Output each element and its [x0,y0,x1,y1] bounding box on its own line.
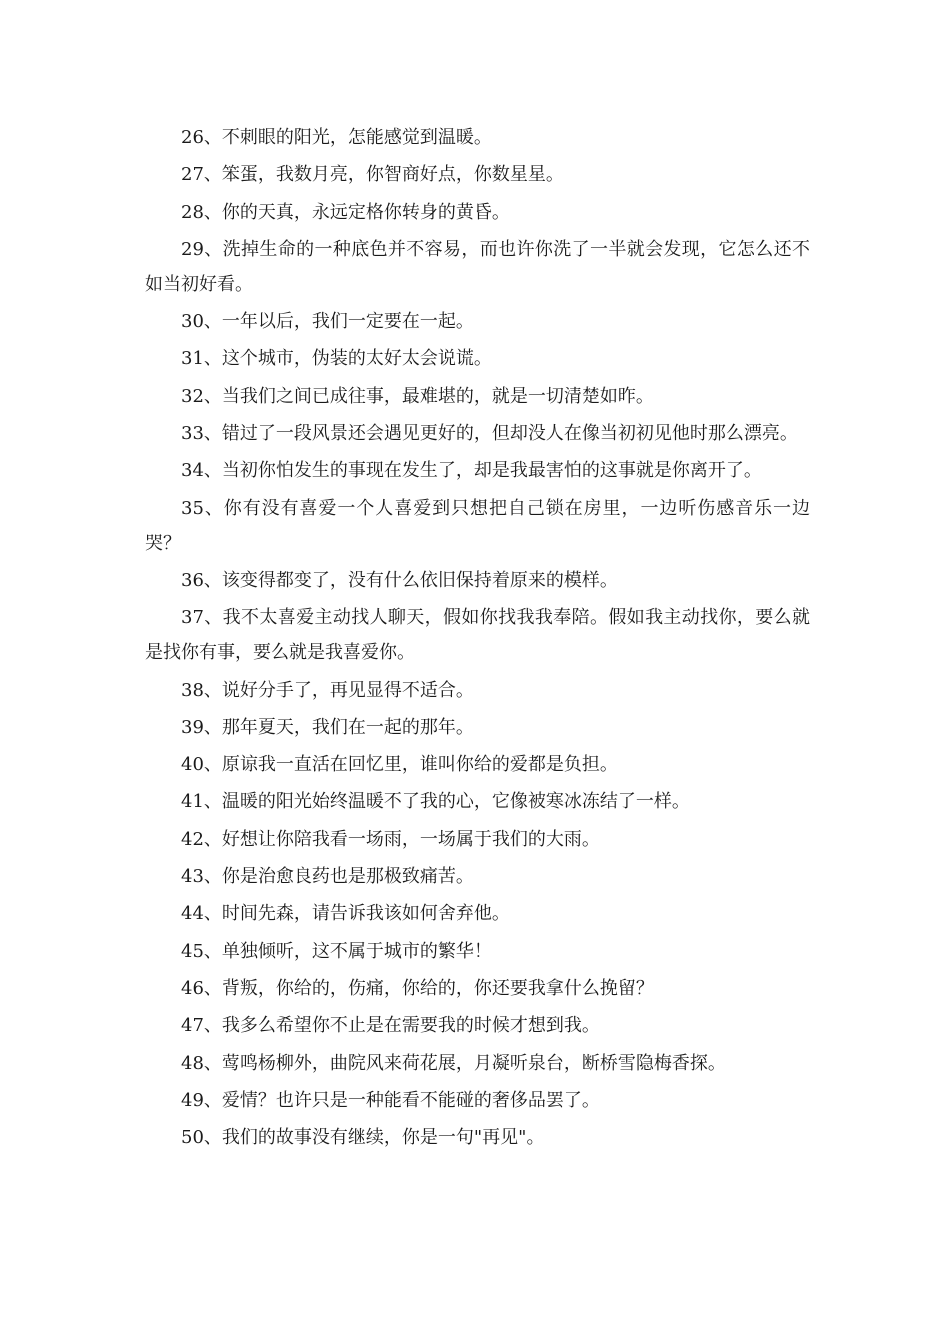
paragraph-43: 43、你是治愈良药也是那极致痛苦。 [181,866,474,888]
paragraph-27: 27、笨蛋，我数月亮，你智商好点，你数星星。 [181,164,564,186]
paragraph-33: 33、错过了一段风景还会遇见更好的，但却没人在像当初初见他时那么漂亮。 [181,423,798,445]
paragraph-32: 32、当我们之间已成往事，最难堪的，就是一切清楚如昨。 [181,385,654,407]
paragraph-40: 40、原谅我一直活在回忆里，谁叫你给的爱都是负担。 [181,754,618,776]
paragraph-37: 37、我不太喜爱主动找人聊天，假如你找我我奉陪。假如我主动找你，要么就是找你有事，要么就是我喜爱你。 [145,607,810,664]
paragraph-29: 29、洗掉生命的一种底色并不容易，而也许你洗了一半就会发现，它怎么还不如当初好看。 [145,238,810,295]
paragraph-47: 47、我多么希望你不止是在需要我的时候才想到我。 [181,1015,600,1037]
paragraph-38: 38、说好分手了，再见显得不适合。 [181,679,474,701]
paragraph-42: 42、好想让你陪我看一场雨，一场属于我们的大雨。 [181,828,600,850]
paragraph-34: 34、当初你怕发生的事现在发生了，却是我最害怕的这事就是你离开了。 [181,460,762,482]
paragraph-26: 26、不刺眼的阳光，怎能感觉到温暖。 [181,127,492,148]
paragraph-46: 46、背叛，你给的，伤痛，你给的，你还要我拿什么挽留？ [181,977,654,999]
paragraph-36: 36、该变得都变了，没有什么依旧保持着原来的模样。 [181,569,618,591]
paragraph-49: 49、爱情？也许只是一种能看不能碰的奢侈品罢了。 [181,1089,600,1111]
paragraph-48: 48、莺鸣杨柳外，曲院风来荷花展，月凝听泉台，断桥雪隐梅香探。 [181,1052,726,1074]
paragraph-39: 39、那年夏天，我们在一起的那年。 [181,716,474,738]
paragraph-30: 30、一年以后，我们一定要在一起。 [181,311,474,333]
paragraph-45: 45、单独倾听，这不属于城市的繁华！ [181,940,492,962]
paragraph-31: 31、这个城市，伪装的太好太会说谎。 [181,348,492,370]
paragraph-41: 41、温暖的阳光始终温暖不了我的心，它像被寒冰冻结了一样。 [181,791,690,813]
document-body [145,120,810,1157]
paragraph-44: 44、时间先森，请告诉我该如何舍弃他。 [181,903,510,925]
paragraph-50: 50、我们的故事没有继续，你是一句"再见"。 [181,1127,545,1149]
paragraph-35: 35、你有没有喜爱一个人喜爱到只想把自己锁在房里，一边听伤感音乐一边哭？ [145,497,810,554]
paragraph-28: 28、你的天真，永远定格你转身的黄昏。 [181,201,510,223]
